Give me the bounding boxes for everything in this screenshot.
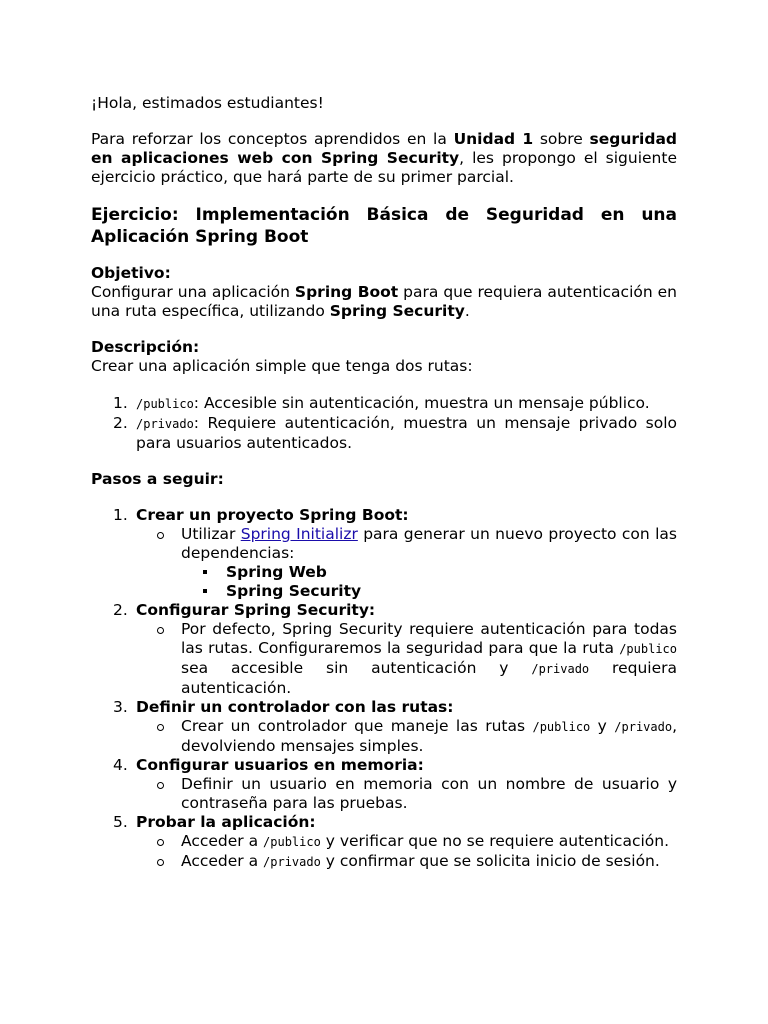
- route-code: /privado: [136, 417, 194, 431]
- objective-text-1: Configurar una aplicación: [91, 283, 295, 301]
- square-bullet-icon: [203, 589, 207, 593]
- route-code: /privado: [263, 855, 321, 869]
- step-number: 1.: [113, 506, 128, 524]
- step-number: 4.: [113, 756, 128, 774]
- route-number: 1.: [113, 394, 128, 412]
- route-code: /publico: [532, 720, 591, 734]
- route-text: : Accesible sin autenticación, muestra un mensaje público.: [193, 394, 650, 412]
- route-code: /privado: [614, 720, 673, 734]
- step-5-substeps: [91, 832, 677, 872]
- substep-text: y: [590, 717, 615, 735]
- intro-text-3: , les propongo el siguiente ejercicio práctico, que hará parte de su primer parcial.: [91, 149, 677, 186]
- route-text: : Requiere autenticación, muestra un mensaje privado solo para usuarios autenticados.: [136, 414, 677, 452]
- step-title: Probar la aplicación:: [136, 813, 316, 831]
- steps-label: Pasos a seguir:: [91, 470, 224, 488]
- substep-item: [136, 775, 677, 813]
- greeting: ¡Hola, estimados estudiantes!: [91, 94, 324, 112]
- circle-bullet-icon: [157, 532, 164, 539]
- step-title: Crear un proyecto Spring Boot:: [136, 506, 409, 524]
- description-label: Descripción:: [91, 338, 200, 356]
- circle-bullet-icon: [157, 627, 164, 634]
- substep-item: [136, 832, 677, 852]
- substep-text: y confirmar que se solicita inicio de sesión.: [320, 852, 660, 870]
- circle-bullet-icon: [157, 782, 164, 789]
- intro-topic-bold: seguridad en aplicaciones web con Spring Security: [91, 130, 678, 167]
- objective-text-3: .: [464, 302, 470, 320]
- intro-text-2: sobre: [533, 130, 590, 148]
- step-item-5: [91, 813, 677, 872]
- route-code: /publico: [136, 397, 194, 411]
- substep-text: Utilizar: [181, 525, 241, 543]
- step-1-substeps: [91, 525, 677, 601]
- substep-text: Acceder a: [181, 832, 264, 850]
- intro-paragraph: [91, 130, 677, 187]
- objective-bold-1: Spring Boot: [294, 283, 399, 301]
- description-text: Crear una aplicación simple que tenga dos rutas:: [91, 357, 473, 375]
- exercise-title: [91, 204, 677, 248]
- substep-item: [136, 620, 677, 698]
- dependency-name: Spring Security: [226, 582, 362, 600]
- objective-text-2: para que requiera autenticación en una ruta específica, utilizando: [91, 283, 677, 320]
- dependency-list: [181, 563, 677, 601]
- intro-unit-bold: Unidad 1: [453, 130, 534, 148]
- substep-item: [136, 717, 677, 756]
- substep-text: sea accesible sin autenticación y: [181, 659, 532, 677]
- exercise-title-line-2: Aplicación Spring Boot: [91, 227, 309, 247]
- objective-bold-2: Spring Security: [329, 302, 465, 320]
- step-number: 2.: [113, 601, 128, 619]
- substep-text: Definir un usuario en memoria con un nombre de usuario y contraseña para las pruebas.: [181, 775, 677, 812]
- step-number: 5.: [113, 813, 128, 831]
- exercise-title-line-1: Ejercicio: Implementación Básica de Seguridad en una: [91, 205, 677, 225]
- substep-item: [136, 525, 677, 601]
- substep-text: requiera autenticación.: [181, 659, 677, 697]
- objective-paragraph: [91, 283, 677, 321]
- route-code: /publico: [619, 642, 677, 656]
- step-item-1: [91, 506, 677, 601]
- steps-list: [91, 506, 677, 872]
- circle-bullet-icon: [157, 859, 164, 866]
- route-number: 2.: [113, 414, 128, 432]
- dependency-item: [181, 582, 677, 601]
- dependency-item: [181, 563, 677, 582]
- step-3-substeps: [91, 717, 677, 756]
- route-code: /privado: [531, 662, 590, 676]
- substep-text: , devolviendo mensajes simples.: [181, 717, 678, 755]
- substep-text: Acceder a: [181, 852, 264, 870]
- substep-text: Por defecto, Spring Security requiere autenticación para todas las rutas. Configuraremos la seguridad para que la ruta: [181, 620, 677, 657]
- objective-label: Objetivo:: [91, 264, 171, 282]
- substep-text: para generar un nuevo proyecto con las dependencias:: [181, 525, 677, 562]
- intro-text-1: Para reforzar los conceptos aprendidos en la: [91, 130, 454, 148]
- substep-text: Crear un controlador que maneje las rutas: [181, 717, 533, 735]
- step-item-4: [91, 756, 677, 813]
- step-item-3: [91, 698, 677, 756]
- document-body: [91, 94, 677, 872]
- substep-item: [136, 852, 677, 872]
- route-item-publico: [91, 394, 677, 414]
- dependency-name: Spring Web: [226, 563, 327, 581]
- step-number: 3.: [113, 698, 128, 716]
- route-code: /publico: [263, 835, 321, 849]
- step-2-substeps: [91, 620, 677, 698]
- step-title: Definir un controlador con las rutas:: [136, 698, 454, 716]
- step-title: Configurar Spring Security:: [136, 601, 376, 619]
- routes-list: [91, 394, 677, 453]
- substep-text: y verificar que no se requiere autenticación.: [320, 832, 670, 850]
- step-title: Configurar usuarios en memoria:: [136, 756, 424, 774]
- route-item-privado: [91, 414, 677, 453]
- spring-initializr-link[interactable]: Spring Initializr: [240, 525, 358, 543]
- step-item-2: [91, 601, 677, 698]
- square-bullet-icon: [203, 570, 207, 574]
- circle-bullet-icon: [157, 839, 164, 846]
- circle-bullet-icon: [157, 724, 164, 731]
- step-4-substeps: [91, 775, 677, 813]
